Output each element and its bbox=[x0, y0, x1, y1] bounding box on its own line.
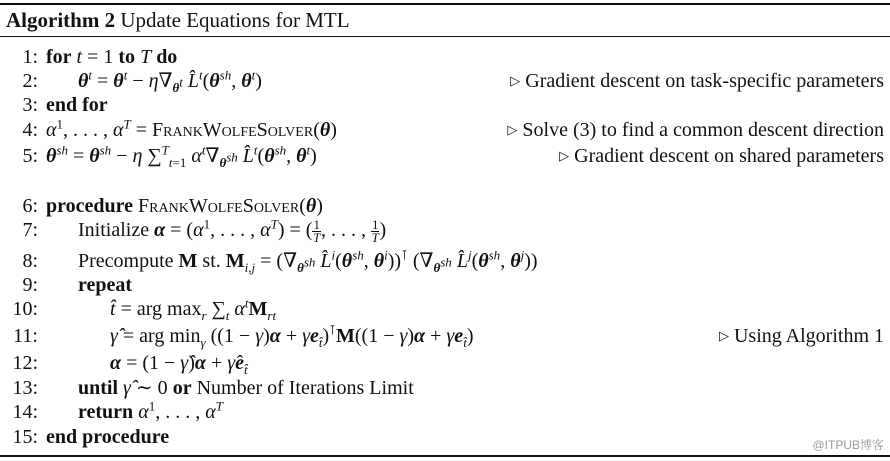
watermark: @ITPUB博客 bbox=[812, 438, 884, 452]
line-body: t̂ = arg $\max_r \sum_t$ $\alpha^tM_{rt}$ bbox=[110, 295, 277, 323]
algo-line-14 bbox=[0, 399, 890, 425]
algorithm-label: Algorithm 2 bbox=[6, 8, 116, 32]
keyword-end-procedure: end procedure bbox=[46, 426, 170, 448]
comment-line-11: ▷ Using Algorithm 1 bbox=[718, 325, 884, 347]
keyword-repeat: repeat bbox=[78, 274, 133, 296]
line-number: 10: bbox=[12, 298, 38, 320]
line-body bbox=[46, 424, 169, 450]
keyword-or: or bbox=[172, 377, 192, 399]
algorithm-caption: Update Equations for MTL bbox=[120, 8, 350, 32]
algo-line-12 bbox=[0, 350, 890, 376]
comment-line-5: ▷ Gradient descent on shared parameters bbox=[559, 145, 884, 167]
line-body: $\theta^t = \theta^t - \eta\nabla_{\theta^t}$ $L̂^t(\theta^{sh}$, $\theta^t$) bbox=[78, 67, 262, 95]
algo-line-3 bbox=[0, 92, 890, 118]
keyword-end-for: end for bbox=[46, 94, 108, 116]
line-number: 4: bbox=[22, 119, 38, 141]
line-body: $\alpha^1$, . . . , $\alpha^T$ = FrankWolfeSolver(θ) bbox=[46, 116, 337, 141]
algo-line-9 bbox=[0, 272, 890, 298]
algorithm-title bbox=[6, 6, 350, 34]
algo-line-4 bbox=[0, 117, 890, 143]
line-number: 3: bbox=[22, 94, 38, 116]
comment-triangle-icon: ▷ bbox=[559, 148, 570, 163]
line-body: Precompute M st. $M_{i,j} = (\nabla_{\theta^{sh}}$ $L̂^i(\theta^{sh}$, $\theta^i))^⊺$ ($\nabla_{\theta^{sh}}$ $L̂^j(\theta^{sh}$, $\theta^j$)) bbox=[78, 247, 538, 275]
algo-line-10 bbox=[0, 296, 890, 322]
algo-line-2 bbox=[0, 68, 890, 94]
line-number: 14: bbox=[12, 401, 38, 423]
comment-line-2: ▷ Gradient descent on task-specific parameters bbox=[510, 70, 884, 92]
line-body: $\theta^{sh} = \theta^{sh} - \eta$ ∑$^T_{t=1}$ $\alpha^t\nabla_{\theta^{sh}}$ $L̂^t(\theta^{sh}$, $\theta^t$) bbox=[46, 142, 317, 170]
line-number: 12: bbox=[12, 352, 38, 374]
comment-triangle-icon: ▷ bbox=[510, 73, 521, 88]
keyword-do: do bbox=[156, 46, 178, 68]
line-body bbox=[78, 272, 132, 298]
line-number: 11: bbox=[13, 325, 38, 347]
line-body: Initialize $\alpha = (\alpha^1$, . . . , $\alpha^T$) = ( $\frac{1}{T}$ , . . . , $\frac{1}{T}$ ) bbox=[78, 216, 387, 245]
line-number: 9: bbox=[22, 274, 38, 296]
line-number: 15: bbox=[12, 426, 38, 448]
top-rule bbox=[0, 3, 890, 5]
line-number: 7: bbox=[22, 219, 38, 241]
line-number: 8: bbox=[22, 250, 38, 272]
comment-triangle-icon: ▷ bbox=[507, 122, 518, 137]
algo-line-15 bbox=[0, 424, 890, 450]
frank-wolfe-solver-name: FrankWolfeSolver bbox=[138, 195, 300, 217]
bottom-rule bbox=[0, 455, 890, 457]
iteration-limit-text: Number of Iterations Limit bbox=[196, 377, 414, 399]
st-text: st. bbox=[202, 250, 221, 272]
frank-wolfe-solver-name: FrankWolfeSolver bbox=[152, 119, 314, 141]
line-body: α = (1 − γ̂)α + $\gammâe_{t̂}$ bbox=[110, 352, 248, 377]
algo-line-8 bbox=[0, 248, 890, 274]
precompute-text: Precompute bbox=[78, 250, 174, 272]
algo-line-1 bbox=[0, 44, 890, 70]
title-rule bbox=[0, 36, 890, 37]
keyword-return: return bbox=[78, 401, 134, 423]
keyword-until: until bbox=[78, 377, 119, 399]
keyword-for: for bbox=[46, 46, 72, 68]
line-number: 1: bbox=[22, 46, 38, 68]
line-number: 6: bbox=[22, 195, 38, 217]
initialize-text: Initialize bbox=[78, 219, 150, 241]
algo-line-11 bbox=[0, 323, 890, 349]
line-number: 5: bbox=[22, 145, 38, 167]
line-body: γ̂ = arg $\min_\gamma ((1 - \gamma)\alpha + \gamma e_{t̂})^⊺M((1 - \gamma)\alpha + \gamma e_{t̂})$ bbox=[110, 322, 474, 350]
line-body: procedure FrankWolfeSolver(θ) bbox=[46, 195, 323, 217]
comment-triangle-icon: ▷ bbox=[718, 328, 729, 343]
keyword-procedure: procedure bbox=[46, 195, 134, 217]
line-body: for t = 1 to T do bbox=[46, 46, 178, 68]
algo-line-7 bbox=[0, 217, 890, 243]
comment-line-4: ▷ Solve (3) to find a common descent direction bbox=[507, 119, 884, 141]
keyword-to: to bbox=[118, 46, 136, 68]
line-body bbox=[46, 92, 108, 118]
algo-line-5 bbox=[0, 143, 890, 169]
algo-line-6 bbox=[0, 193, 890, 219]
line-number: 2: bbox=[22, 70, 38, 92]
line-body: until γ̂ ∼ 0 or Number of Iterations Limit bbox=[78, 377, 414, 399]
line-body: return $\alpha^1$, . . . , $\alpha^T$ bbox=[78, 398, 223, 423]
algo-line-13 bbox=[0, 375, 890, 401]
line-number: 13: bbox=[12, 377, 38, 399]
